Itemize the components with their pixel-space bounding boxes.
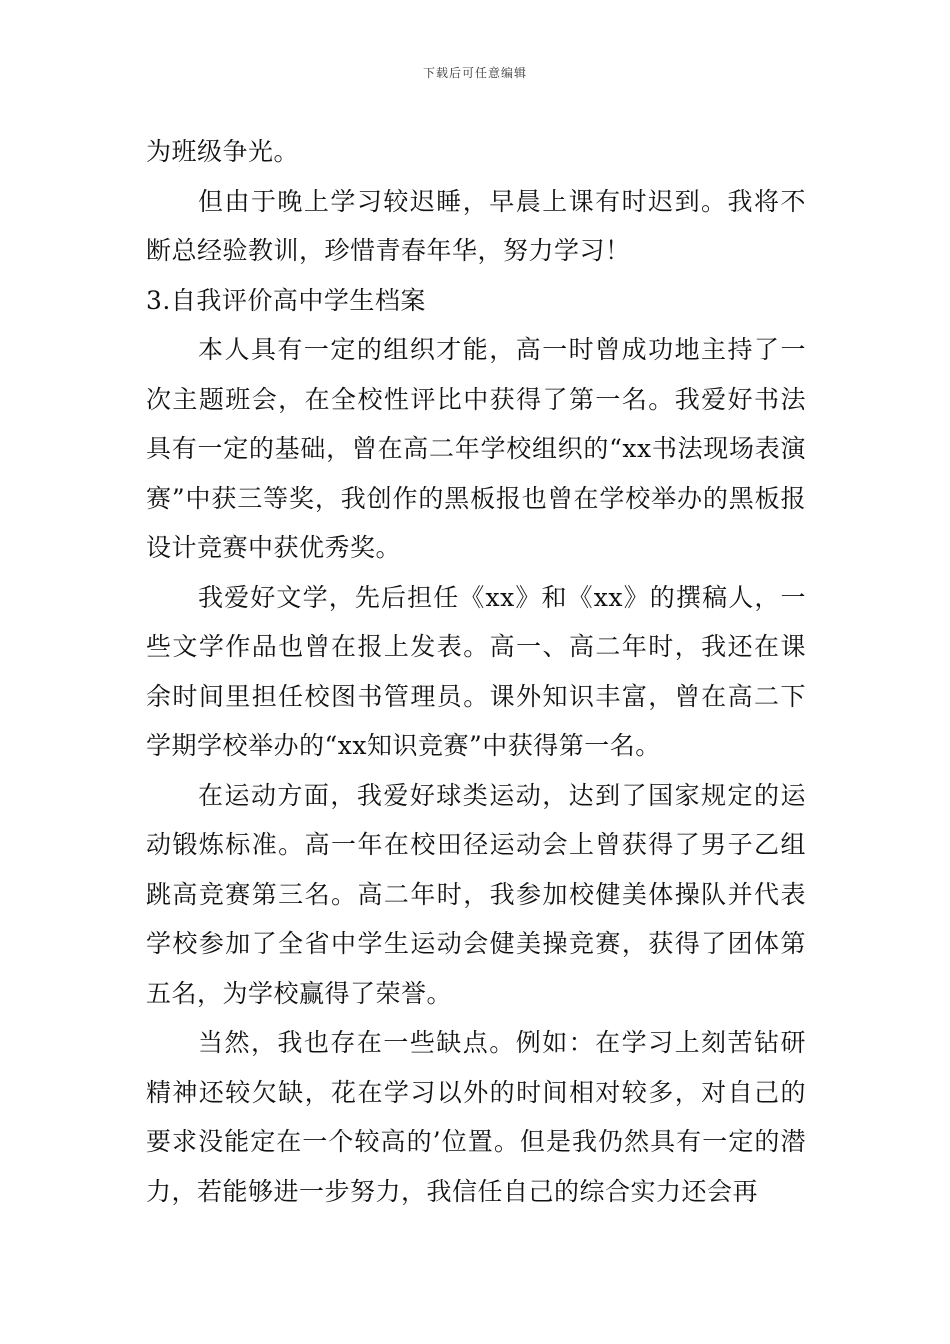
- page-header-note: 下载后可任意编辑: [422, 66, 527, 80]
- document-body: [146, 127, 806, 1216]
- paragraph-continuation: 为班级争光。: [146, 137, 300, 166]
- section-heading: 3.自我评价高中学生档案: [146, 285, 426, 315]
- paragraph-lateness: 但由于晚上学习较迟睡，早晨上课有时迟到。我将不断总经验教训，珍惜青春年华，努力学习！: [146, 186, 806, 265]
- paragraph-sports: 在运动方面，我爱好球类运动，达到了国家规定的运动锻炼标准。高一年在校田径运动会上曾获得了男子乙组跳高竞赛第三名。高二年时，我参加校健美体操队并代表学校参加了全省中学生运动会健美操竞赛，获得了团体第五名，为学校赢得了荣誉。: [146, 780, 806, 1008]
- paragraph-literature: 我爱好文学，先后担任《xx》和《xx》的撰稿人，一些文学作品也曾在报上发表。高一、高二年时，我还在课余时间里担任校图书管理员。课外知识丰富，曾在高二下学期学校举办的“xx知识竞赛”中获得第一名。: [146, 582, 806, 760]
- paragraph-organization: 本人具有一定的组织才能，高一时曾成功地主持了一次主题班会，在全校性评比中获得了第一名。我爱好书法具有一定的基础，曾在高二年学校组织的“xx书法现场表演赛”中获三等奖，我创作的黑板报也曾在学校举办的黑板报设计竞赛中获优秀奖。: [146, 335, 806, 562]
- paragraph-shortcomings: 当然，我也存在一些缺点。例如：在学习上刻苦钻研精神还较欠缺，花在学习以外的时间相对较多，对自己的要求没能定在一个较高的’位置。但是我仍然具有一定的潜力，若能够进一步努力，我信任自己的综合实力还会再: [146, 1028, 806, 1206]
